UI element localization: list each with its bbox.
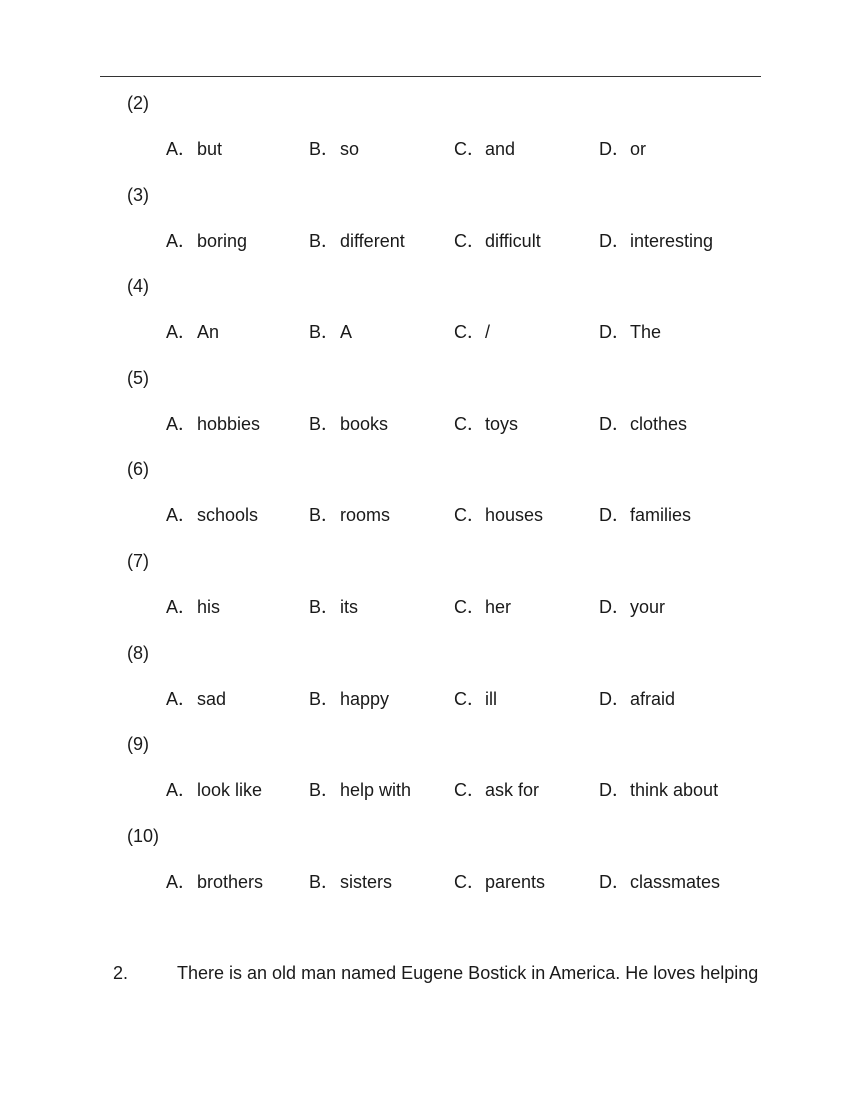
- option-a[interactable]: A．look like: [166, 780, 263, 801]
- option-a[interactable]: A．schools: [166, 505, 259, 526]
- option-c[interactable]: C．difficult: [454, 230, 541, 251]
- question-number: (10): [127, 825, 160, 846]
- option-c[interactable]: C．parents: [454, 871, 546, 892]
- option-a[interactable]: A．hobbies: [166, 413, 261, 434]
- passage-number: 2.: [113, 963, 129, 983]
- option-d[interactable]: D．clothes: [599, 413, 688, 434]
- question-number: (4): [127, 276, 149, 297]
- option-d[interactable]: D．families: [599, 505, 692, 526]
- option-d[interactable]: D．The: [599, 322, 662, 343]
- question-number: (9): [127, 734, 149, 755]
- option-c[interactable]: C．toys: [454, 413, 519, 434]
- question-number: (6): [127, 459, 149, 480]
- option-a[interactable]: A．but: [166, 139, 223, 159]
- question-number: (7): [127, 550, 149, 571]
- question-item: [0, 367, 860, 459]
- option-c[interactable]: C．ill: [454, 688, 497, 709]
- question-number: (3): [127, 184, 149, 205]
- option-c[interactable]: C．/: [454, 322, 491, 343]
- question-item: [0, 733, 860, 825]
- question-number: (8): [127, 642, 149, 663]
- question-item: [0, 92, 860, 184]
- passage-text: There is an old man named Eugene Bostick in America. He loves helping: [177, 963, 759, 983]
- option-b[interactable]: B．books: [309, 413, 389, 434]
- question-item: [0, 550, 860, 642]
- question-item: [0, 642, 860, 734]
- option-a[interactable]: A．his: [166, 596, 221, 617]
- question-item: [0, 825, 860, 917]
- option-a[interactable]: A．boring: [166, 230, 248, 251]
- option-d[interactable]: D．afraid: [599, 688, 676, 709]
- option-b[interactable]: B．A: [309, 322, 353, 343]
- option-a[interactable]: A．An: [166, 322, 220, 343]
- question-item: [0, 184, 860, 276]
- option-d[interactable]: D．or: [599, 139, 647, 159]
- option-b[interactable]: B．sisters: [309, 871, 393, 892]
- question-list: [0, 92, 860, 916]
- option-d[interactable]: D．think about: [599, 780, 719, 801]
- option-b[interactable]: B．different: [309, 230, 405, 251]
- header-rule: [100, 76, 761, 77]
- option-d[interactable]: D．your: [599, 596, 666, 617]
- question-item: [0, 458, 860, 550]
- question-number: (5): [127, 367, 149, 388]
- option-a[interactable]: A．sad: [166, 688, 227, 709]
- option-c[interactable]: C．her: [454, 596, 512, 617]
- option-b[interactable]: B．its: [309, 596, 358, 617]
- option-b[interactable]: B．happy: [309, 688, 390, 709]
- option-b[interactable]: B．rooms: [309, 505, 391, 526]
- option-b[interactable]: B．so: [309, 139, 360, 159]
- option-c[interactable]: C．and: [454, 139, 516, 159]
- option-c[interactable]: C．ask for: [454, 780, 540, 801]
- option-c[interactable]: C．houses: [454, 505, 544, 526]
- question-item: [0, 275, 860, 367]
- question-number: (2): [127, 93, 149, 113]
- option-b[interactable]: B．help with: [309, 780, 412, 801]
- option-d[interactable]: D．interesting: [599, 230, 714, 251]
- option-d[interactable]: D．classmates: [599, 871, 721, 892]
- option-a[interactable]: A．brothers: [166, 871, 264, 892]
